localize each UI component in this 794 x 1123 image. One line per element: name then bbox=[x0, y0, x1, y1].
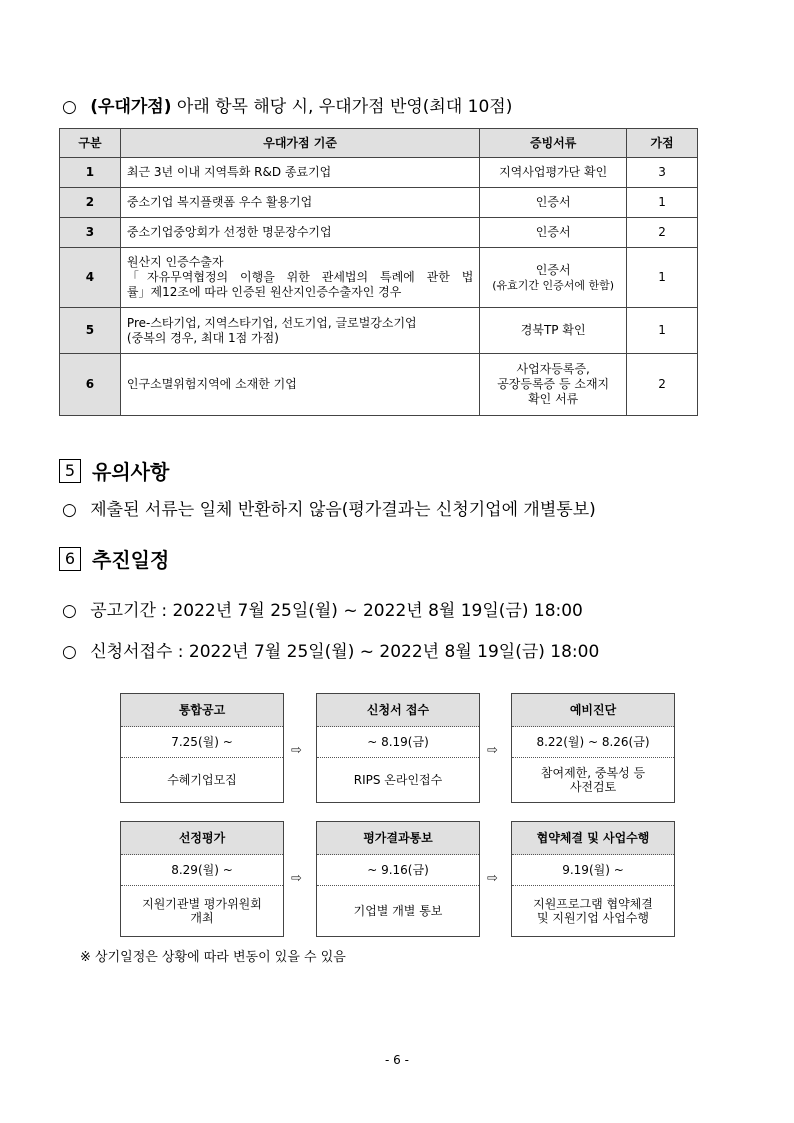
table-row bbox=[60, 158, 698, 188]
row-criteria bbox=[120, 308, 479, 354]
col-header-points: 가점 bbox=[627, 129, 698, 158]
section-number-box: 5 bbox=[59, 459, 81, 483]
table-row bbox=[60, 354, 698, 416]
row-criteria bbox=[120, 188, 479, 218]
document-line: 경북TP 확인 bbox=[520, 323, 586, 337]
flow-step-description bbox=[317, 886, 479, 936]
document-line: 인증서 bbox=[535, 195, 571, 209]
row-points: 1 bbox=[627, 248, 698, 308]
flow-step-title: 신청서 접수 bbox=[317, 694, 479, 727]
description-line: 지원기관별 평가위원회 bbox=[142, 897, 262, 911]
row-points: 1 bbox=[627, 188, 698, 218]
flow-step-title: 평가결과통보 bbox=[317, 822, 479, 855]
document-line: 인증서 bbox=[535, 225, 571, 239]
flow-step bbox=[120, 693, 284, 803]
row-document bbox=[480, 308, 627, 354]
flow-step-title: 선정평가 bbox=[121, 822, 283, 855]
notes-text: 제출된 서류는 일체 반환하지 않음(평가결과는 신청기업에 개별통보) bbox=[90, 500, 596, 520]
flow-step-description bbox=[512, 758, 674, 802]
flow-step-description bbox=[512, 886, 674, 936]
criteria-line: 최근 3년 이내 지역특화 R&D 종료기업 bbox=[126, 165, 332, 179]
row-criteria bbox=[120, 354, 479, 416]
criteria-line: 률」제12조에 따라 인증된 원산지인증수출자인 경우 bbox=[126, 285, 402, 299]
schedule-section-title: 추진일정 bbox=[92, 548, 170, 572]
schedule-announce-text: 공고기간 : 2022년 7월 25일(월) ~ 2022년 8월 19일(금) 18:00 bbox=[90, 601, 583, 621]
document-line: 확인 서류 bbox=[528, 392, 579, 406]
criteria-line: (중복의 경우, 최대 1점 가점) bbox=[126, 330, 279, 345]
flow-step-description bbox=[121, 886, 283, 936]
description-line: 사전검토 bbox=[569, 780, 617, 794]
col-header-doc: 증빙서류 bbox=[480, 129, 627, 158]
section-number-box: 6 bbox=[59, 547, 81, 571]
arrow-right-icon: ⇨ bbox=[487, 871, 498, 886]
flow-step bbox=[511, 693, 675, 803]
flow-step bbox=[120, 821, 284, 937]
schedule-line-application bbox=[62, 637, 599, 662]
criteria-line: 「자유무역협정의 이행을 위한 관세법의 특례에 관한 법 bbox=[126, 270, 474, 284]
document-line: 공장등록증 등 소재지 bbox=[497, 377, 610, 391]
flow-step-title: 협약체결 및 사업수행 bbox=[512, 822, 674, 855]
row-document bbox=[480, 248, 627, 308]
notes-section-heading bbox=[59, 456, 169, 485]
criteria-line: 중소기업 복지플랫폼 우수 활용기업 bbox=[126, 195, 313, 209]
table-header-row bbox=[60, 129, 698, 158]
row-document bbox=[480, 218, 627, 248]
notes-line bbox=[62, 495, 596, 520]
flow-step-title: 통합공고 bbox=[121, 694, 283, 727]
bonus-heading bbox=[62, 92, 512, 117]
criteria-line: 원산지 인증수출자 bbox=[126, 255, 224, 269]
row-number: 3 bbox=[60, 218, 121, 248]
schedule-application-text: 신청서접수 : 2022년 7월 25일(월) ~ 2022년 8월 19일(금) 18:00 bbox=[90, 642, 600, 662]
footnote: ※ 상기일정은 상황에 따라 변동이 있을 수 있음 bbox=[80, 950, 346, 965]
flow-step-title: 예비진단 bbox=[512, 694, 674, 727]
arrow-right-icon: ⇨ bbox=[291, 871, 302, 886]
description-line: 및 지원기업 사업수행 bbox=[537, 911, 649, 925]
document-line: 지역사업평가단 확인 bbox=[499, 165, 608, 179]
description-line: 기업별 개별 통보 bbox=[353, 904, 443, 918]
criteria-line: 중소기업중앙회가 선정한 명문장수기업 bbox=[126, 225, 332, 239]
document-line: 인증서 bbox=[535, 262, 571, 277]
flow-step-date: 9.19(월) ~ bbox=[512, 855, 674, 886]
document-line: 사업자등록증, bbox=[516, 362, 590, 376]
table-row bbox=[60, 188, 698, 218]
page-number: - 6 - bbox=[385, 1053, 409, 1067]
notes-section-title: 유의사항 bbox=[92, 460, 170, 484]
flow-step-date: ~ 9.16(금) bbox=[317, 855, 479, 886]
bonus-table bbox=[59, 128, 698, 416]
flow-step bbox=[316, 821, 480, 937]
bullet: ○ bbox=[62, 500, 77, 520]
description-line: 참여제한, 중복성 등 bbox=[540, 766, 646, 780]
row-document bbox=[480, 188, 627, 218]
table-row bbox=[60, 308, 698, 354]
flow-step bbox=[316, 693, 480, 803]
flow-step-date: 8.29(월) ~ bbox=[121, 855, 283, 886]
bullet: ○ bbox=[62, 601, 77, 621]
description-line: 수혜기업모집 bbox=[167, 773, 237, 787]
row-points: 3 bbox=[627, 158, 698, 188]
schedule-line-announce bbox=[62, 596, 583, 621]
flow-step bbox=[511, 821, 675, 937]
row-criteria bbox=[120, 158, 479, 188]
row-number: 1 bbox=[60, 158, 121, 188]
bullet: ○ bbox=[62, 642, 77, 662]
table-row bbox=[60, 218, 698, 248]
description-line: RIPS 온라인접수 bbox=[353, 773, 443, 787]
row-number: 2 bbox=[60, 188, 121, 218]
description-line: 개최 bbox=[190, 911, 214, 925]
flow-step-description bbox=[317, 758, 479, 802]
arrow-right-icon: ⇨ bbox=[487, 743, 498, 758]
arrow-right-icon: ⇨ bbox=[291, 743, 302, 758]
schedule-section-heading bbox=[59, 544, 169, 573]
row-points: 2 bbox=[627, 218, 698, 248]
row-number: 5 bbox=[60, 308, 121, 354]
bonus-heading-text: 아래 항목 해당 시, 우대가점 반영(최대 10점) bbox=[176, 97, 513, 117]
col-header-no: 구분 bbox=[60, 129, 121, 158]
row-points: 2 bbox=[627, 354, 698, 416]
criteria-line: 인구소멸위험지역에 소재한 기업 bbox=[126, 377, 297, 391]
row-document bbox=[480, 354, 627, 416]
row-criteria bbox=[120, 218, 479, 248]
document-line: (유효기간 인증서에 한함) bbox=[492, 278, 615, 292]
flow-step-description bbox=[121, 758, 283, 802]
row-document bbox=[480, 158, 627, 188]
row-number: 6 bbox=[60, 354, 121, 416]
row-criteria bbox=[120, 248, 479, 308]
flow-step-date: 7.25(월) ~ bbox=[121, 727, 283, 758]
flow-step-date: ~ 8.19(금) bbox=[317, 727, 479, 758]
table-row bbox=[60, 248, 698, 308]
flow-step-date: 8.22(월) ~ 8.26(금) bbox=[512, 727, 674, 758]
row-points: 1 bbox=[627, 308, 698, 354]
bonus-heading-bold: (우대가점) bbox=[90, 97, 172, 117]
bullet: ○ bbox=[62, 97, 77, 117]
description-line: 지원프로그램 협약체결 bbox=[533, 897, 653, 911]
col-header-criteria: 우대가점 기준 bbox=[120, 129, 479, 158]
row-number: 4 bbox=[60, 248, 121, 308]
criteria-line: Pre-스타기업, 지역스타기업, 선도기업, 글로벌강소기업 bbox=[126, 315, 417, 330]
